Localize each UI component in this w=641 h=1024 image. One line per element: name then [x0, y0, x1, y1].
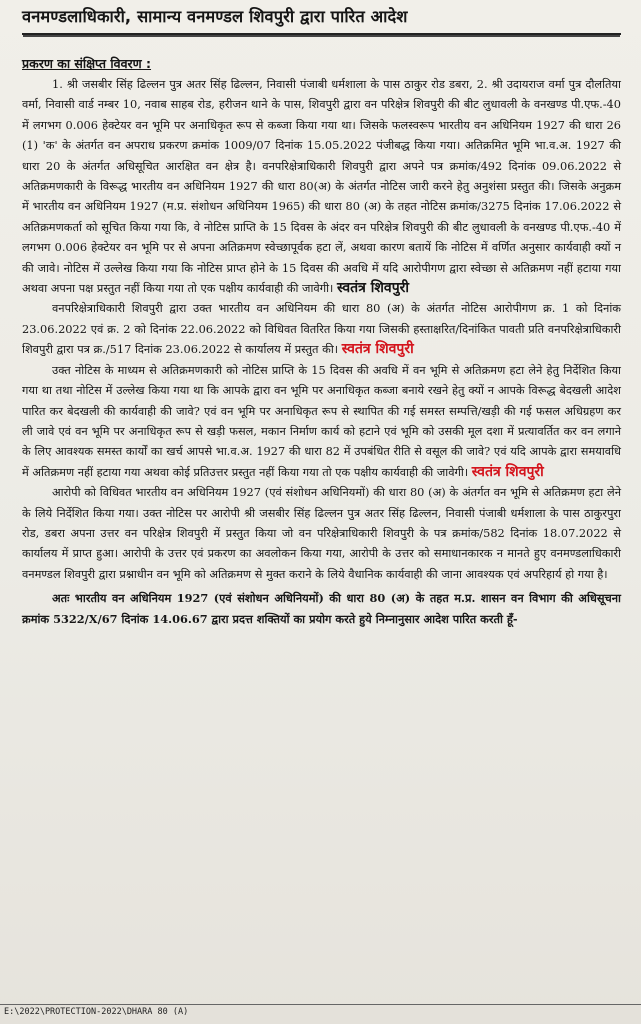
- notice-content-paragraph: [22, 360, 621, 482]
- notice-distribution-text: वनपरिक्षेत्राधिकारी शिवपुरी द्वारा उक्त भारतीय वन अधिनियम की धारा 80 (अ) के अंतर्गत नोटिस आरोपीगण क्र. 1 को दिनांक 23.06.2022 एवं क्र. 2 को दिनांक 22.06.2022 को विधिवत वितरित किया गया जिसकी हस्ताक्षरित/दिनांकित पावती प्रति वनपरिक्षेत्राधिकारी शिवपुरी द्वारा पत्र क्र./517 दिनांक 23.06.2022 से कार्यालय में प्रस्तुत की।: [22, 301, 621, 357]
- newspaper-stamp-2: स्वतंत्र शिवपुरी: [341, 341, 414, 358]
- case-summary-paragraph: [22, 74, 621, 298]
- section-heading: प्रकरण का संक्षिप्त विवरण :: [22, 56, 152, 71]
- notice-distribution-paragraph: [22, 298, 621, 359]
- file-path-footer: E:\2022\PROTECTION-2022\DHARA 80 (A): [0, 1004, 641, 1024]
- order-preamble-paragraph: अतः भारतीय वन अधिनियम 1927 (एवं संशोधन अधिनियमों) की धारा 80 (अ) के तहत म.प्र. शासन वन विभाग की अधिसूचना क्रमांक 5322/X/67 दिनांक 14.06.67 द्वारा प्रदत्त शक्तियों का प्रयोग करते हुये निम्नानुसार आदेश पारित करती हूँ-: [22, 591, 621, 626]
- document-title: वनमण्डलाधिकारी, सामान्य वनमण्डल शिवपुरी द्वारा पारित आदेश: [22, 6, 621, 35]
- accused-reply-paragraph: आरोपी को विधिवत भारतीय वन अधिनियम 1927 (एवं संशोधन अधिनियमों) की धारा 80 (अ) के अंतर्गत वन भूमि से अतिक्रमण हटा लेने के लिये निर्देशित किया गया। उक्त नोटिस पर आरोपी श्री जसबीर सिंह ढिल्लन पुत्र अतर सिंह ढिल्लन, निवासी पंजाबी धर्मशाला के पास ठाकुरपुरा रोड, डबरा अपना उत्तर वन परिक्षेत्र शिवपुरी में प्रस्तुत किया जो वन परिक्षेत्राधिकारी शिवपुरी के पत्र क्रमांक/582 दिनांक 18.07.2022 से कार्यालय में प्राप्त हुआ। आरोपी के उत्तर एवं प्रकरण का अवलोकन किया गया, आरोपी के उत्तर को समाधानकारक न मानते हुए वनमण्डलाधिकारी वनमण्डल शिवपुरी द्वारा प्रश्नाधीन वन भूमि को अतिक्रमण से मुक्त कराने के लिये वैधानिक कार्यवाही की जाना आवश्यक एवं अपरिहार्य हो गया है।: [22, 485, 621, 581]
- newspaper-stamp-1: स्वतंत्र शिवपुरी: [336, 280, 409, 297]
- case-summary-text: 1. श्री जसबीर सिंह ढिल्लन पुत्र अतर सिंह ढिल्लन, निवासी पंजाबी धर्मशाला के पास ठाकुर रोड डबरा, 2. श्री उदायराज वर्मा पुत्र दौलतिया वर्मा, निवासी वार्ड नम्बर 10, नवाब साहब रोड, हरीजन थाने के पास, शिवपुरी द्वारा वन परिक्षेत्र शिवपुरी की बीट लुधावली के वनखण्ड पी.एफ.-40 में लगभग 0.006 हेक्टेयर वन भूमि पर अनाधिकृत रूप से कब्जा किया गया था। जिसके फलस्वरूप भारतीय वन अधिनियम 1927 की धारा 26 (1) 'क' के अंतर्गत वन अपराध प्रकरण क्रमांक 1009/07 दिनांक 15.05.2022 पंजीबद्ध किया गया। अतिक्रमित भूमि भा.व.अ. 1927 की धारा 20 के अंतर्गत अधिसूचित आरक्षित वन क्षेत्र है। वनपरिक्षेत्राधिकारी शिवपुरी द्वारा अपने पत्र क्रमांक/492 दिनांक 09.06.2022 से अतिक्रमणकारी के विरूद्ध भारतीय वन अधिनियम 1927 की धारा 80(अ) के अंतर्गत नोटिस जारी करने हेतु अनुशंसा प्रस्तुत की। जिसके अनुक्रम में भारतीय वन अधिनियम 1927 (म.प्र. संशोधन अधिनियम 1965) की धारा 80 (अ) के तहत नोटिस क्रमांक/3275 दिनांक 17.06.2022 से अतिक्रमणकर्ता को सूचित किया गया कि, वे नोटिस प्राप्ति के 15 दिवस के अंदर वन परिक्षेत्र शिवपुरी की बीट लुधावली के वनखण्ड पी.एफ.-40 में लगभग 0.006 हेक्टेयर वन भूमि पर से अपना अतिक्रमण स्वेच्छापूर्वक हटा लें, अथवा कारण बतायें कि नोटिस में वर्णित अनुसार कार्यवाही क्यों न की जावे। नोटिस में उल्लेख किया गया कि नोटिस प्राप्त होने के 15 दिवस की अवधि में यदि आरोपीगण द्वारा स्वेच्छा से अतिक्रमण नहीं हटाया गया अथवा अपना पक्ष प्रस्तुत नहीं किया गया तो एक पक्षीय कार्यवाही की जावेगी।: [22, 77, 621, 296]
- newspaper-stamp-3: स्वतंत्र शिवपुरी: [471, 463, 544, 480]
- notice-content-text: उक्त नोटिस के माध्यम से अतिक्रमणकारी को नोटिस प्राप्ति के 15 दिवस की अवधि में वन भूमि से अतिक्रमण हटा लेने हेतु निर्देशित किया गया था तथा नोटिस में उल्लेख किया गया था कि आपके द्वारा वन भूमि पर अनाधिकृत कब्जा बनाये रखने हेतु क्यों न आपके विरूद्ध बेदखली आदेश पारित कर बेदखली की कार्यवाही की जावे? एवं वन भूमि पर अनाधिकृत रूप से स्थापित की गई समस्त सम्पत्ति/खड़ी की गई फसल अधिग्रहण कर ली जावे एवं वन भूमि पर अनाधिकृत रूप से खड़ी फसल, मकान निर्माण कार्य को हटाने एवं भूमि को उसकी मूल दशा में प्रत्यावर्तित कर वन लगाने के लिए आवश्यक समस्त कार्यों का खर्च आपसे भा.व.अ. 1927 की धारा 82 में उपबंधित रीति से वसूल की जावे? एवं यदि आपके द्वारा समयावधि में अतिक्रमण नहीं हटाया गया अथवा कोई प्रतिउत्तर प्रस्तुत नहीं किया गया तो एक पक्षीय कार्यवाही की जावेगी।: [22, 362, 621, 479]
